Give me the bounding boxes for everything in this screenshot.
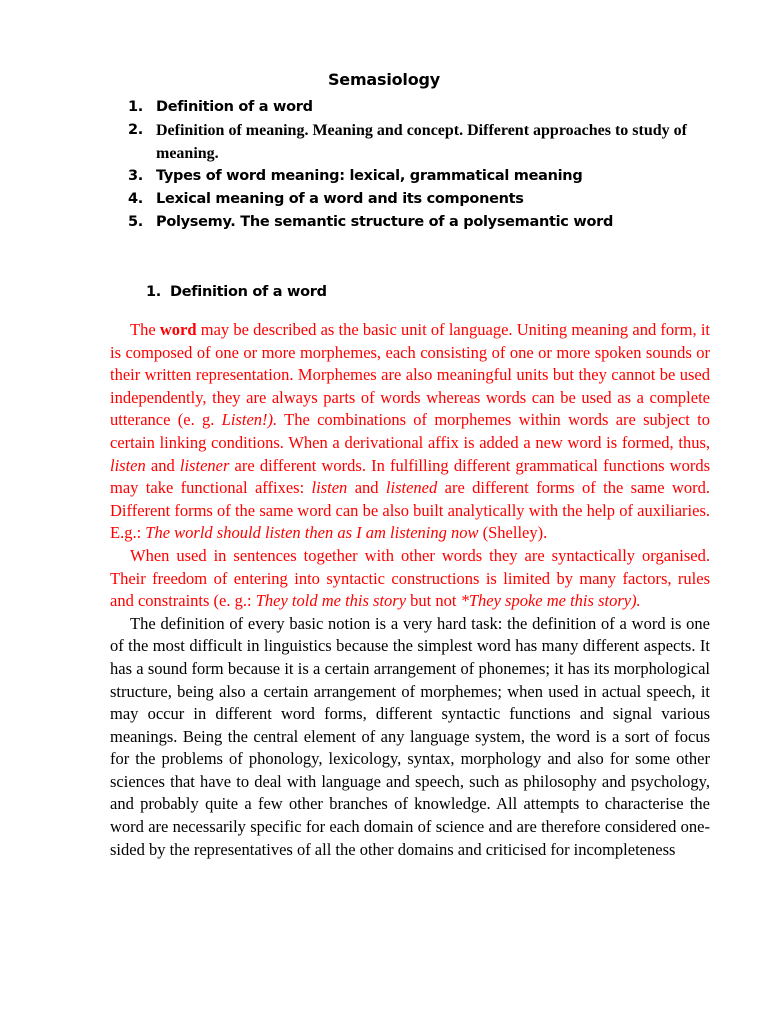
toc-item-text: Types of word meaning: lexical, grammatical meaning [156,168,583,184]
text-run: The combinations of morphemes within words are subject to certain linking conditions. When a derivational affix is added a new word is formed, thus, [110,410,710,452]
toc-item [128,96,708,119]
text-run: may be described as the basic unit of language. Uniting meaning and form, it is composed of one or more morphemes, each consisting of one or more spoken sounds or their written representation. Morphemes are also meaningful units but they cannot be used independently, they are always parts of words whereas words can be used as a complete utterance (e. g. [110,320,711,430]
toc-item-text: Polysemy. The semantic structure of a polysemantic word [156,214,614,230]
toc-item [128,165,708,188]
toc-item-number: 3. [128,168,143,184]
toc-item [128,188,708,211]
toc-item-text: Definition of meaning. Meaning and concept. Different approaches to study of meaning. [156,122,687,162]
example: The world should listen then as I am listening now [145,523,479,543]
text-run: are different forms of the same word. Different forms of the same word can be also built analytically with the help of auxiliaries. E.g.: [110,478,710,543]
paragraph-word-definition [110,319,710,545]
text-run: The [130,320,160,339]
table-of-contents [128,96,708,234]
text-run: are different words. In fulfilling different grammatical functions words may take functional affixes: [110,455,710,498]
document-title: Semasiology [327,70,440,89]
toc-item-number: 2. [128,122,143,138]
paragraph-syntactic [110,545,710,613]
toc-item [128,211,708,234]
text-run: and [347,478,386,498]
section-heading-text: Definition of a word [170,284,327,300]
example: listen [311,478,348,498]
text-run: (Shelley). [478,523,548,543]
text-run: When used in sentences together with other words they are syntactically organised. Their freedom of entering into syntactic constructions is limited by many factors, rules and constraints (e. g.: [110,545,710,611]
example: listener [179,455,230,475]
body-text [110,319,710,861]
example: listen [110,455,146,475]
paragraph-definition-difficulty: The definition of every basic notion is a very hard task: the definition of a word is one of the most difficult in linguistics because the simplest word has many different aspects. It has a sound form because it is a certain arrangement of phonemes; it has its morphological structure, being also a certain arrangement of morphemes; when used in actual speech, it may occur in different word forms, different syntactic functions and signal various meanings. Being the central element of any language system, the word is a sort of focus for the problems of phonology, lexicology, syntax, morphology and also for some other sciences that have to deal with language and speech, such as philosophy and psychology, and probably quite a few other branches of knowledge. All attempts to characterise the word are necessarily specific for each domain of science and are therefore considered one-sided by the representatives of all the other domains and criticised for incompleteness [110,613,710,859]
toc-item [128,119,708,165]
toc-item-number: 4. [128,191,143,207]
toc-item-text: Lexical meaning of a word and its components [156,191,524,207]
example: *They spoke me this story). [460,591,641,611]
toc-item-number: 5. [128,214,143,230]
section-number: 1. [146,284,161,300]
example: listened [385,478,438,498]
example: Listen!). [221,410,278,430]
example: They told me this story [255,591,407,611]
text-run: and [145,455,180,475]
toc-item-number: 1. [128,99,143,115]
bold-term: word [159,320,197,339]
text-run: but not [406,591,461,611]
section-heading [146,284,327,300]
toc-item-text: Definition of a word [156,99,313,115]
